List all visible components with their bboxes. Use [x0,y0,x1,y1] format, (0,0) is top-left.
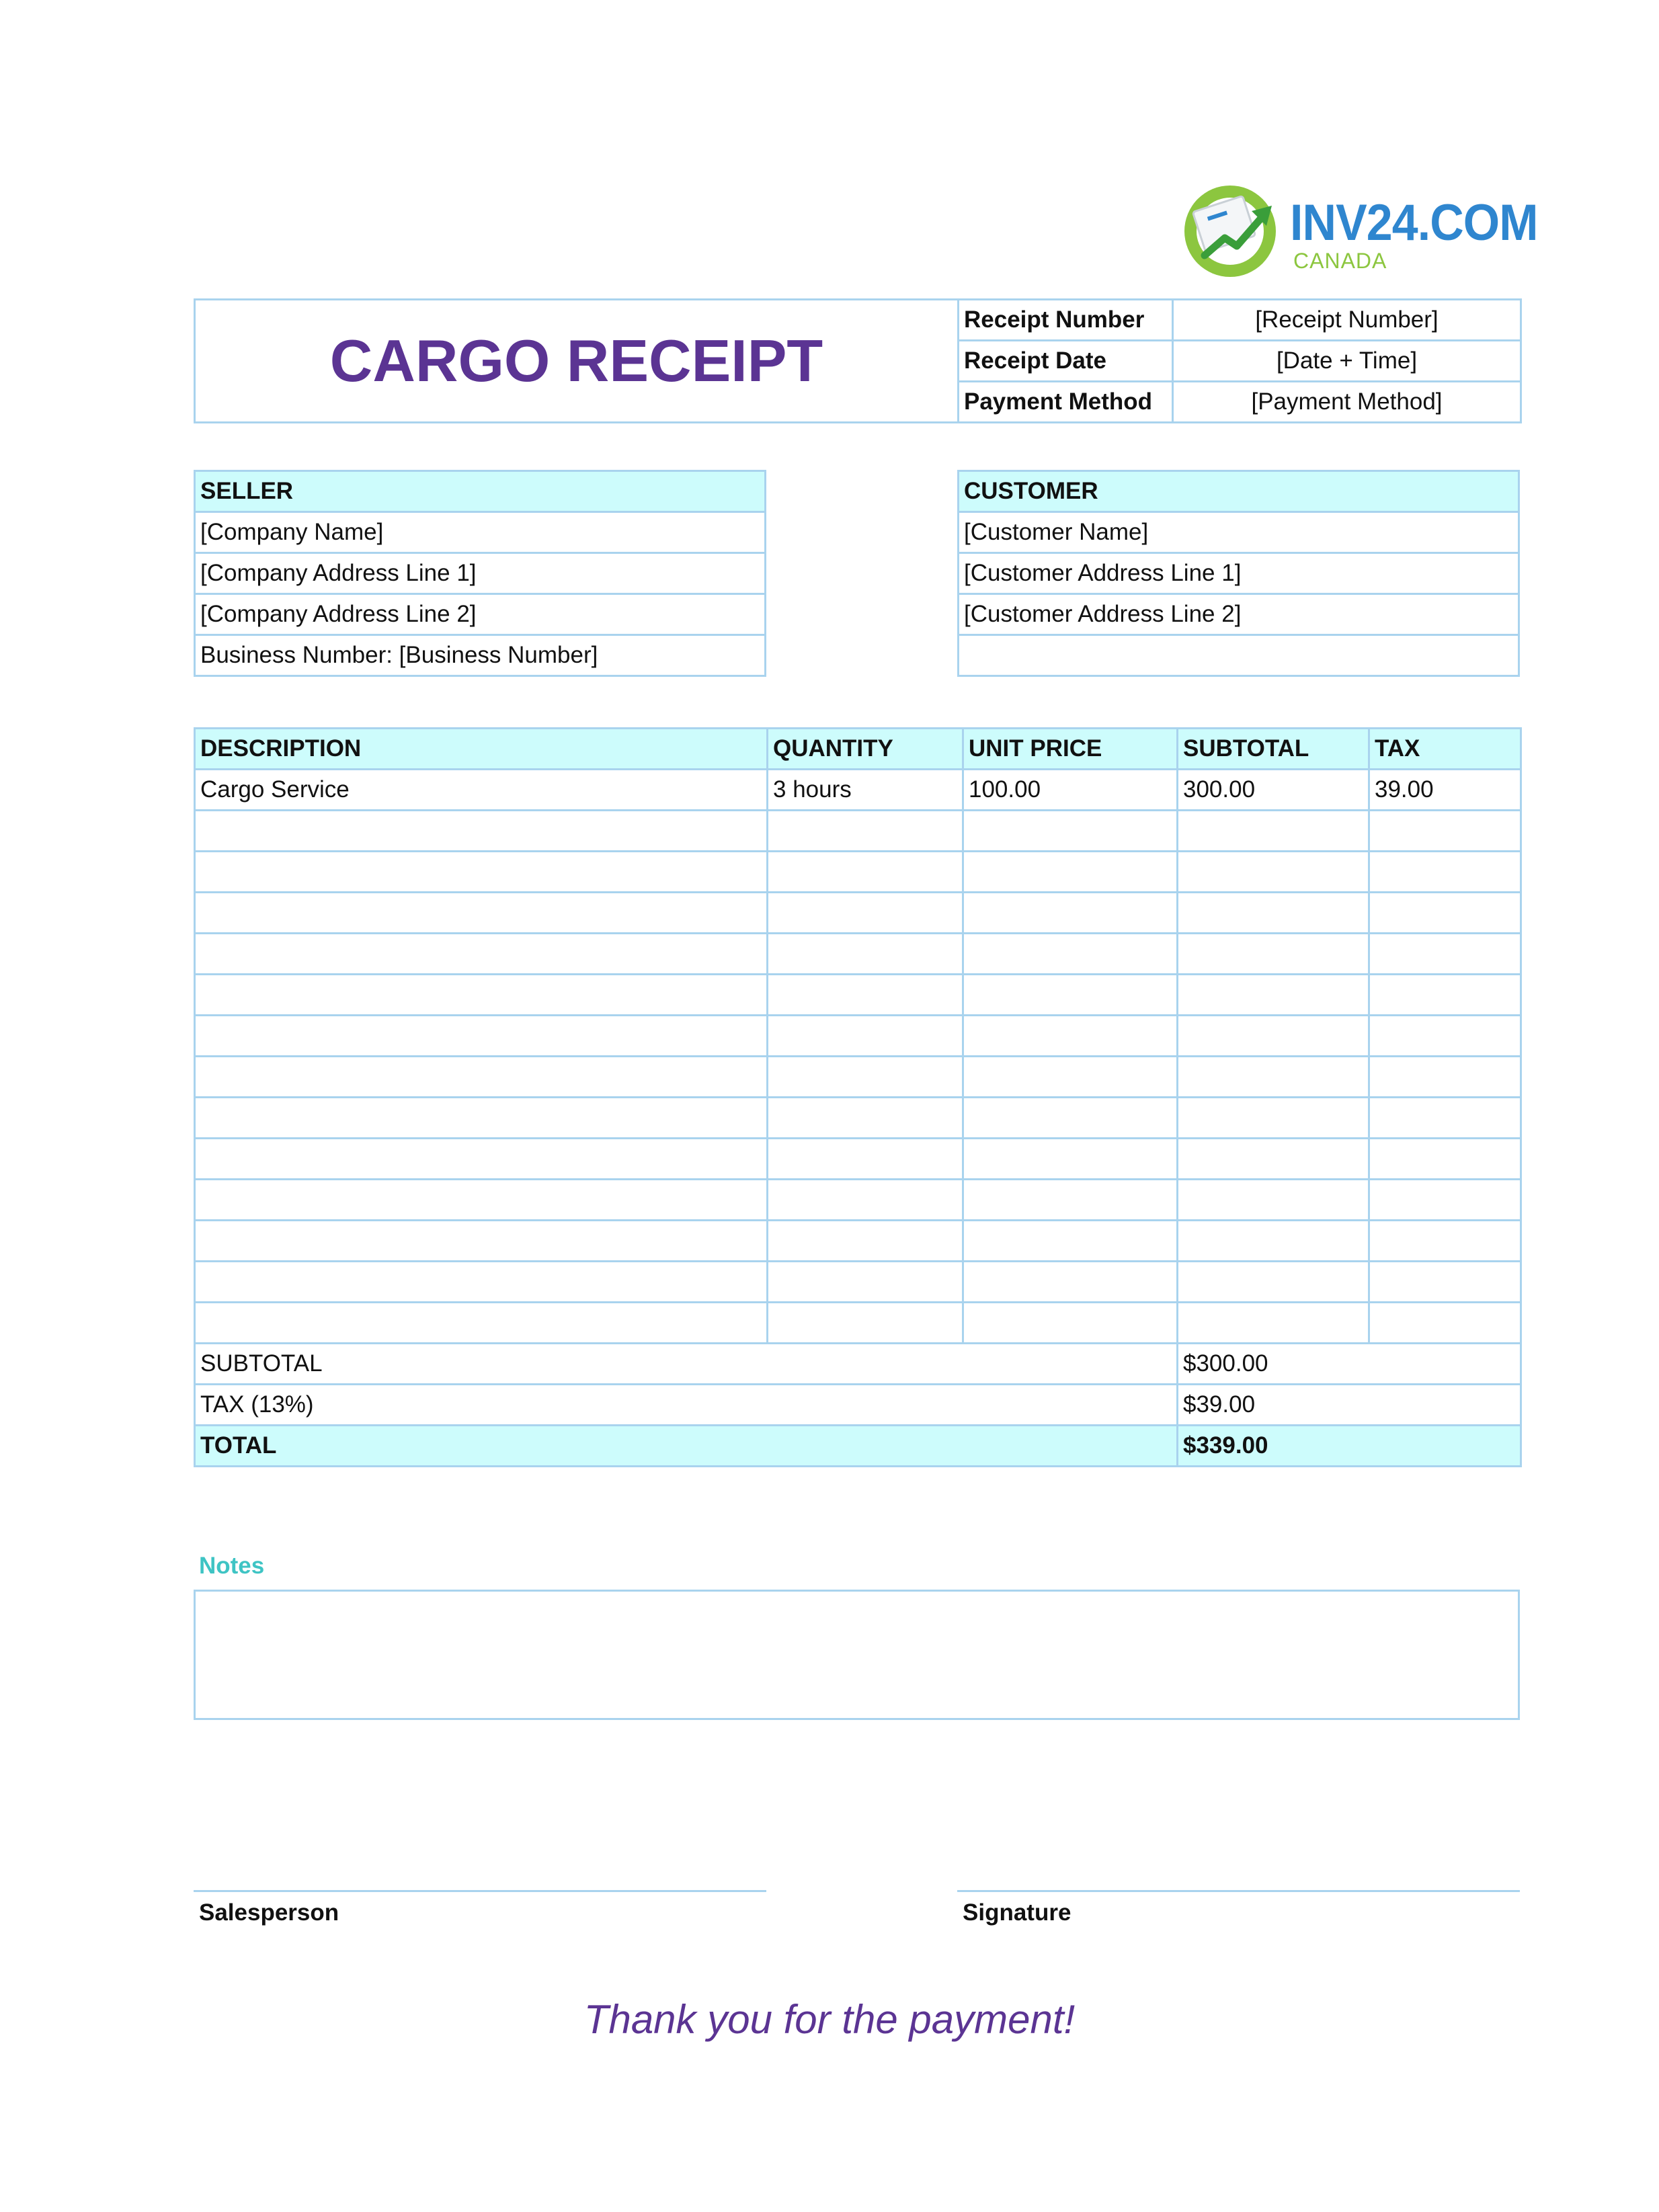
item-description-cell [195,1016,768,1057]
item-unit-price-cell [963,1057,1178,1098]
item-unit-price-cell [963,893,1178,934]
item-subtotal-cell [1178,1139,1369,1180]
customer-address-line-2: [Customer Address Line 2] [959,594,1519,635]
seller-table [194,470,766,677]
item-quantity-cell [768,1221,963,1262]
seller-business-number: Business Number: [Business Number] [195,635,766,676]
item-quantity-cell [768,1180,963,1221]
customer-name: [Customer Name] [959,512,1519,553]
receipt-date-label: Receipt Date [959,341,1173,382]
total-label: TOTAL [195,1426,1178,1467]
item-description-cell [195,1098,768,1139]
item-unit-price-cell [963,934,1178,975]
item-quantity-cell [768,975,963,1016]
item-tax-cell [1369,852,1521,893]
item-subtotal-cell: 300.00 [1178,770,1369,811]
item-description-cell [195,1180,768,1221]
table-row [195,1180,1521,1221]
item-unit-price-cell [963,852,1178,893]
item-tax-cell [1369,1016,1521,1057]
item-quantity-cell [768,1098,963,1139]
item-description-cell [195,852,768,893]
total-row [195,1426,1521,1467]
item-tax-cell [1369,1098,1521,1139]
item-subtotal-cell [1178,1262,1369,1303]
item-tax-cell [1369,934,1521,975]
page-title: CARGO RECEIPT [195,300,959,423]
customer-heading: CUSTOMER [959,471,1519,512]
item-subtotal-cell [1178,975,1369,1016]
item-tax-cell [1369,1303,1521,1344]
signature-line [957,1890,1520,1892]
signature-label: Signature [963,1899,1071,1926]
item-subtotal-cell [1178,1180,1369,1221]
col-description: DESCRIPTION [195,729,768,770]
table-row [195,811,1521,852]
items-header-row [195,729,1521,770]
item-quantity-cell [768,1139,963,1180]
company-logo [1178,176,1538,284]
table-row [195,934,1521,975]
salesperson-label: Salesperson [199,1899,339,1926]
logo-brand-text: INV24.COM [1290,194,1538,251]
item-unit-price-cell [963,1139,1178,1180]
table-row [195,770,1521,811]
table-row [195,1098,1521,1139]
item-description-cell: Cargo Service [195,770,768,811]
item-description-cell [195,975,768,1016]
payment-method-value: [Payment Method] [1173,382,1521,423]
item-subtotal-cell [1178,1098,1369,1139]
customer-address-line-1: [Customer Address Line 1] [959,553,1519,594]
table-row [195,1221,1521,1262]
item-quantity-cell [768,893,963,934]
receipt-date-value: [Date + Time] [1173,341,1521,382]
table-row [195,1303,1521,1344]
subtotal-value: $300.00 [1178,1344,1521,1385]
item-description-cell [195,1303,768,1344]
item-subtotal-cell [1178,1057,1369,1098]
item-quantity-cell [768,1303,963,1344]
item-quantity-cell [768,1057,963,1098]
thank-you-message: Thank you for the payment! [583,1997,1076,2042]
seller-heading: SELLER [195,471,766,512]
item-unit-price-cell [963,1303,1178,1344]
item-tax-cell [1369,811,1521,852]
item-description-cell [195,1057,768,1098]
item-unit-price-cell [963,1180,1178,1221]
item-subtotal-cell [1178,1016,1369,1057]
receipt-header-table [194,298,1522,423]
item-subtotal-cell [1178,852,1369,893]
item-subtotal-cell [1178,934,1369,975]
logo-sub-text: CANADA [1293,249,1387,273]
notes-label: Notes [199,1553,265,1579]
document-growth-arrow-icon [1178,176,1285,284]
item-description-cell [195,893,768,934]
seller-address-line-2: [Company Address Line 2] [195,594,766,635]
table-row [195,1139,1521,1180]
item-unit-price-cell [963,1016,1178,1057]
total-value: $339.00 [1178,1426,1521,1467]
item-quantity-cell [768,811,963,852]
item-description-cell [195,934,768,975]
table-row [195,852,1521,893]
subtotal-row [195,1344,1521,1385]
item-unit-price-cell [963,811,1178,852]
item-subtotal-cell [1178,1303,1369,1344]
receipt-number-label: Receipt Number [959,300,1173,341]
seller-company-name: [Company Name] [195,512,766,553]
item-description-cell [195,811,768,852]
item-tax-cell [1369,1180,1521,1221]
item-description-cell [195,1221,768,1262]
col-tax: TAX [1369,729,1521,770]
item-tax-cell [1369,1262,1521,1303]
item-description-cell [195,1262,768,1303]
col-unit-price: UNIT PRICE [963,729,1178,770]
item-tax-cell [1369,1139,1521,1180]
table-row [195,975,1521,1016]
tax-label: TAX (13%) [195,1385,1178,1426]
item-subtotal-cell [1178,893,1369,934]
item-unit-price-cell [963,975,1178,1016]
item-quantity-cell [768,852,963,893]
table-row [195,893,1521,934]
customer-table [957,470,1520,677]
tax-value: $39.00 [1178,1385,1521,1426]
item-quantity-cell [768,1262,963,1303]
item-unit-price-cell [963,1262,1178,1303]
item-tax-cell [1369,1057,1521,1098]
tax-row [195,1385,1521,1426]
table-row [195,1057,1521,1098]
item-quantity-cell [768,934,963,975]
item-unit-price-cell [963,1098,1178,1139]
subtotal-label: SUBTOTAL [195,1344,1178,1385]
item-tax-cell [1369,893,1521,934]
table-row [195,1262,1521,1303]
item-quantity-cell: 3 hours [768,770,963,811]
customer-extra-line [959,635,1519,676]
seller-address-line-1: [Company Address Line 1] [195,553,766,594]
col-subtotal: SUBTOTAL [1178,729,1369,770]
item-subtotal-cell [1178,1221,1369,1262]
item-description-cell [195,1139,768,1180]
receipt-number-value: [Receipt Number] [1173,300,1521,341]
items-table [194,727,1522,1467]
item-subtotal-cell [1178,811,1369,852]
col-quantity: QUANTITY [768,729,963,770]
item-unit-price-cell: 100.00 [963,770,1178,811]
salesperson-line [194,1890,766,1892]
payment-method-label: Payment Method [959,382,1173,423]
item-tax-cell [1369,975,1521,1016]
item-tax-cell [1369,1221,1521,1262]
item-quantity-cell [768,1016,963,1057]
item-unit-price-cell [963,1221,1178,1262]
table-row [195,1016,1521,1057]
notes-box[interactable] [194,1590,1520,1720]
item-tax-cell: 39.00 [1369,770,1521,811]
